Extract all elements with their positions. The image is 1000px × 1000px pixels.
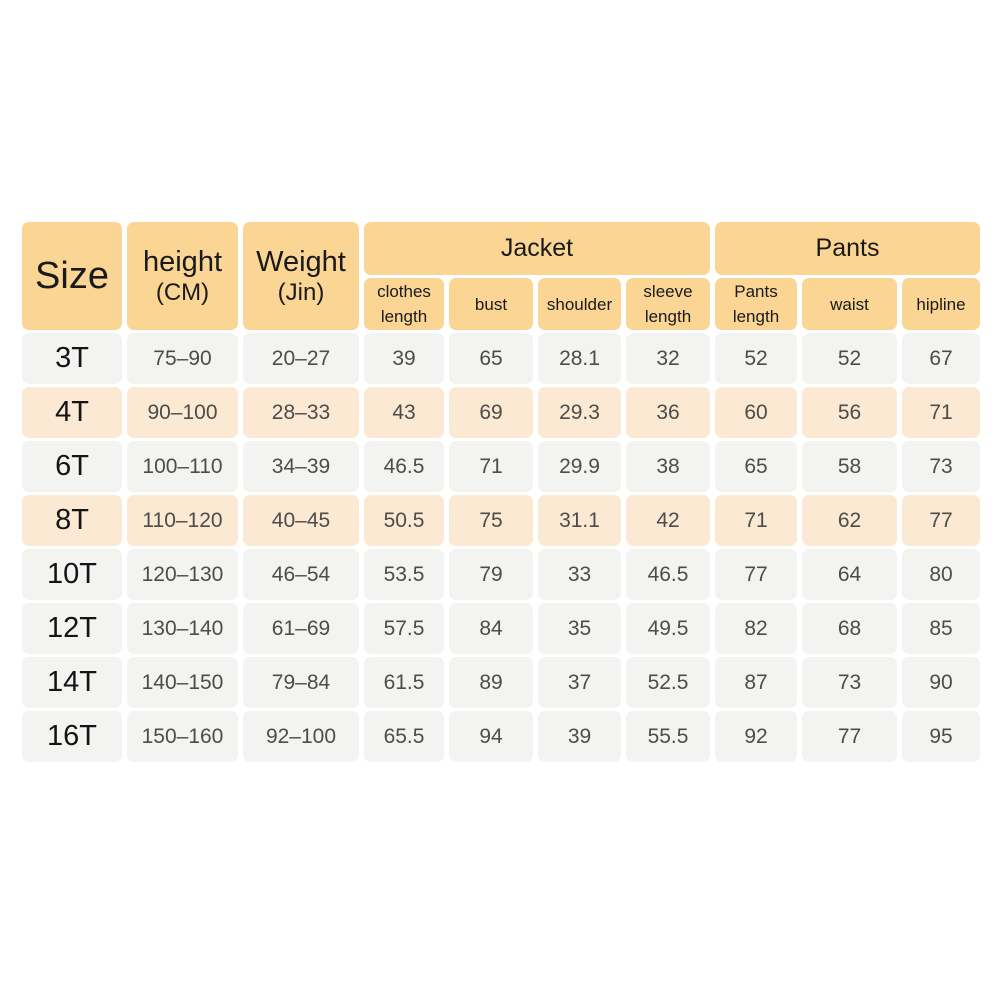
size-cell: 6T [22,441,122,492]
table-cell: 77 [802,711,897,762]
table-cell: 68 [802,603,897,654]
header-weight [243,222,359,330]
table-cell: 73 [802,657,897,708]
table-cell: 95 [902,711,980,762]
table-cell: 69 [449,387,533,438]
table-cell: 80 [902,549,980,600]
header-shoulder: shoulder [538,278,621,330]
table-cell: 39 [364,333,444,384]
table-cell: 20–27 [243,333,359,384]
header-waist: waist [802,278,897,330]
table-cell: 43 [364,387,444,438]
table-cell: 46.5 [626,549,710,600]
table-cell: 120–130 [127,549,238,600]
table-cell: 110–120 [127,495,238,546]
table-cell: 58 [802,441,897,492]
table-cell: 61.5 [364,657,444,708]
header-weight-label: Weight [256,246,346,278]
table-cell: 79–84 [243,657,359,708]
table-cell: 50.5 [364,495,444,546]
header-pants-length: Pants length [715,278,797,330]
header-height-unit: (CM) [155,279,210,306]
table-cell: 62 [802,495,897,546]
table-cell: 71 [449,441,533,492]
table-cell: 60 [715,387,797,438]
table-cell: 46–54 [243,549,359,600]
table-cell: 55.5 [626,711,710,762]
table-cell: 49.5 [626,603,710,654]
header-hipline: hipline [902,278,980,330]
table-cell: 52 [802,333,897,384]
table-cell: 28.1 [538,333,621,384]
table-cell: 34–39 [243,441,359,492]
header-clothes-length: clothes length [364,278,444,330]
table-cell: 85 [902,603,980,654]
table-cell: 65 [449,333,533,384]
table-cell: 71 [902,387,980,438]
table-cell: 87 [715,657,797,708]
size-cell: 3T [22,333,122,384]
table-cell: 36 [626,387,710,438]
table-cell: 38 [626,441,710,492]
size-cell: 8T [22,495,122,546]
table-cell: 92–100 [243,711,359,762]
size-chart-table [22,222,980,762]
table-cell: 28–33 [243,387,359,438]
table-cell: 64 [802,549,897,600]
table-cell: 29.9 [538,441,621,492]
header-weight-unit: (Jin) [277,279,325,306]
table-cell: 32 [626,333,710,384]
header-size: Size [22,222,122,330]
table-cell: 33 [538,549,621,600]
size-cell: 16T [22,711,122,762]
header-group-jacket: Jacket [364,222,710,275]
table-cell: 65 [715,441,797,492]
table-cell: 90–100 [127,387,238,438]
table-cell: 73 [902,441,980,492]
header-height-label: height [142,246,222,278]
size-cell: 12T [22,603,122,654]
table-cell: 67 [902,333,980,384]
table-cell: 56 [802,387,897,438]
size-cell: 14T [22,657,122,708]
table-cell: 35 [538,603,621,654]
table-cell: 57.5 [364,603,444,654]
table-cell: 77 [715,549,797,600]
header-group-pants: Pants [715,222,980,275]
table-cell: 40–45 [243,495,359,546]
table-cell: 65.5 [364,711,444,762]
table-cell: 39 [538,711,621,762]
table-cell: 46.5 [364,441,444,492]
table-cell: 89 [449,657,533,708]
size-cell: 10T [22,549,122,600]
table-cell: 90 [902,657,980,708]
table-cell: 52 [715,333,797,384]
table-cell: 53.5 [364,549,444,600]
table-cell: 75 [449,495,533,546]
table-cell: 94 [449,711,533,762]
table-cell: 84 [449,603,533,654]
table-cell: 79 [449,549,533,600]
table-cell: 37 [538,657,621,708]
table-cell: 140–150 [127,657,238,708]
header-sleeve-length: sleeve length [626,278,710,330]
header-height [127,222,238,330]
header-bust: bust [449,278,533,330]
table-cell: 31.1 [538,495,621,546]
table-cell: 29.3 [538,387,621,438]
table-cell: 52.5 [626,657,710,708]
table-cell: 75–90 [127,333,238,384]
size-cell: 4T [22,387,122,438]
table-cell: 100–110 [127,441,238,492]
table-cell: 42 [626,495,710,546]
table-cell: 92 [715,711,797,762]
table-cell: 61–69 [243,603,359,654]
table-cell: 82 [715,603,797,654]
table-cell: 150–160 [127,711,238,762]
table-cell: 77 [902,495,980,546]
table-cell: 71 [715,495,797,546]
table-cell: 130–140 [127,603,238,654]
